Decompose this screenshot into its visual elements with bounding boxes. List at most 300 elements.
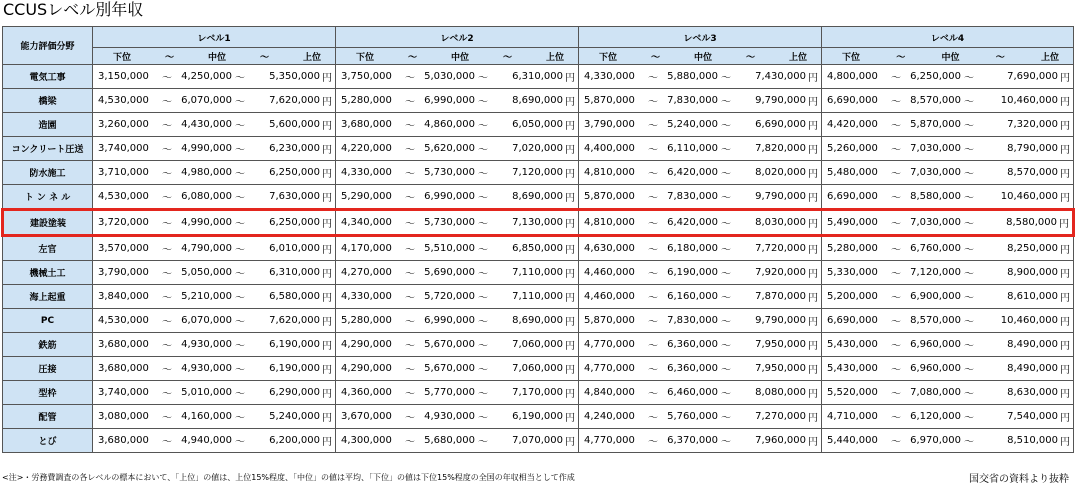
level-cell [336,161,579,185]
field-name: 電気工事 [3,65,93,89]
level-cell [822,236,1074,261]
yen-unit: 円 [808,219,818,230]
range-tilde: 〜 [478,437,488,448]
high-value: 9,790,000 [755,191,806,202]
level-cell [579,309,822,333]
range-tilde: 〜 [478,193,488,204]
range-tilde: 〜 [405,245,415,256]
range-tilde: 〜 [648,269,658,280]
range-tilde: 〜 [721,317,731,328]
high-value: 7,870,000 [755,291,806,302]
range-tilde: 〜 [162,437,172,448]
range-tilde: 〜 [235,145,245,156]
level-header: レベル2 [336,27,579,48]
level-cell [336,89,579,113]
mid-value: 4,940,000 [181,435,232,446]
yen-unit: 円 [565,389,575,400]
sub-header-high: 上位 [545,52,564,63]
range-tilde: 〜 [162,73,172,84]
yen-unit: 円 [808,293,818,304]
sub-header-tilde: 〜 [164,52,174,63]
level-cell [579,285,822,309]
high-value: 8,490,000 [1007,339,1058,350]
yen-unit: 円 [322,121,332,132]
yen-unit: 円 [322,245,332,256]
level-cell [93,65,336,89]
yen-unit: 円 [1060,73,1070,84]
yen-unit: 円 [808,121,818,132]
high-value: 6,200,000 [269,435,320,446]
range-tilde: 〜 [405,73,415,84]
mid-value: 4,860,000 [424,119,475,130]
range-tilde: 〜 [405,317,415,328]
high-value: 7,120,000 [512,167,563,178]
range-tilde: 〜 [405,365,415,376]
level-cell [579,161,822,185]
mid-value: 6,760,000 [910,243,961,254]
sub-header-tilde: 〜 [995,52,1005,63]
yen-unit: 円 [1060,145,1070,156]
level-cell [93,161,336,185]
low-value: 3,740,000 [98,143,149,154]
mid-value: 5,690,000 [424,267,475,278]
level-cell [336,236,579,261]
mid-value: 6,160,000 [667,291,718,302]
low-value: 3,080,000 [98,411,149,422]
range-tilde: 〜 [162,413,172,424]
mid-value: 4,250,000 [181,71,232,82]
field-name: ト ン ネ ル [3,185,93,210]
yen-unit: 円 [1060,293,1070,304]
high-value: 6,250,000 [269,217,320,228]
range-tilde: 〜 [964,437,974,448]
mid-value: 5,770,000 [424,387,475,398]
low-value: 6,690,000 [827,191,878,202]
low-value: 4,330,000 [584,71,635,82]
range-tilde: 〜 [405,121,415,132]
low-value: 4,840,000 [584,387,635,398]
yen-unit: 円 [808,341,818,352]
low-value: 5,870,000 [584,315,635,326]
sub-header-tilde: 〜 [502,52,512,63]
footnote: <注>・労務費調査の各レベルの標本において、「上位」の値は、上位15%程度、「中位」の値は平均、「下位」の値は下位15%程度の全国の年収相当として作成 [2,473,575,482]
field-name: 海上起重 [3,285,93,309]
range-tilde: 〜 [721,245,731,256]
range-tilde: 〜 [235,169,245,180]
low-value: 5,200,000 [827,291,878,302]
field-name: 左官 [3,236,93,261]
range-tilde: 〜 [891,413,901,424]
low-value: 4,340,000 [341,217,392,228]
yen-unit: 円 [808,245,818,256]
low-value: 3,840,000 [98,291,149,302]
low-value: 4,360,000 [341,387,392,398]
level-cell [579,429,822,453]
mid-value: 5,760,000 [667,411,718,422]
level-cell [336,113,579,137]
range-tilde: 〜 [162,389,172,400]
range-tilde: 〜 [235,219,245,230]
high-value: 7,950,000 [755,339,806,350]
level-cell [822,285,1074,309]
yen-unit: 円 [808,169,818,180]
yen-unit: 円 [322,317,332,328]
range-tilde: 〜 [964,413,974,424]
range-tilde: 〜 [235,365,245,376]
sub-header-tilde: 〜 [407,52,417,63]
low-value: 3,710,000 [98,167,149,178]
range-tilde: 〜 [964,145,974,156]
field-name: とび [3,429,93,453]
mid-value: 6,960,000 [910,363,961,374]
yen-unit: 円 [565,219,575,230]
mid-value: 7,030,000 [910,217,961,228]
low-value: 5,290,000 [341,191,392,202]
yen-unit: 円 [322,389,332,400]
yen-unit: 円 [322,97,332,108]
range-tilde: 〜 [964,269,974,280]
table-row [3,89,1074,113]
range-tilde: 〜 [964,341,974,352]
yen-unit: 円 [1060,341,1070,352]
low-value: 4,530,000 [98,315,149,326]
sub-header-mid: 中位 [693,52,712,63]
yen-unit: 円 [322,219,332,230]
low-value: 5,870,000 [584,95,635,106]
level-cell [93,405,336,429]
range-tilde: 〜 [478,121,488,132]
range-tilde: 〜 [721,169,731,180]
low-value: 4,530,000 [98,191,149,202]
mid-value: 5,670,000 [424,339,475,350]
low-value: 4,300,000 [341,435,392,446]
mid-value: 6,070,000 [181,315,232,326]
mid-value: 5,870,000 [910,119,961,130]
low-value: 3,740,000 [98,387,149,398]
yen-unit: 円 [322,193,332,204]
level-cell [579,333,822,357]
high-value: 7,130,000 [512,217,563,228]
range-tilde: 〜 [964,245,974,256]
range-tilde: 〜 [891,389,901,400]
range-tilde: 〜 [891,145,901,156]
corner-header: 能力評価分野 [3,27,93,65]
range-tilde: 〜 [964,365,974,376]
field-name: 配管 [3,405,93,429]
range-tilde: 〜 [891,245,901,256]
level-cell [579,185,822,210]
mid-value: 6,900,000 [910,291,961,302]
mid-value: 6,120,000 [910,411,961,422]
mid-value: 4,930,000 [181,363,232,374]
source-credit: 国交省の資料より抜粋 [969,474,1069,485]
level-cell [93,89,336,113]
level-header: レベル4 [822,27,1074,48]
mid-value: 6,420,000 [667,217,718,228]
sub-header-mid: 中位 [941,52,960,63]
level-cell [822,89,1074,113]
high-value: 7,060,000 [512,363,563,374]
level-cell [336,65,579,89]
sub-header-low: 下位 [842,52,861,63]
low-value: 5,430,000 [827,339,878,350]
yen-unit: 円 [565,145,575,156]
mid-value: 6,990,000 [424,191,475,202]
high-value: 10,460,000 [1000,95,1058,106]
sub-header-mid: 中位 [450,52,469,63]
yen-unit: 円 [322,73,332,84]
mid-value: 7,120,000 [910,267,961,278]
high-value: 7,620,000 [269,95,320,106]
high-value: 5,600,000 [269,119,320,130]
range-tilde: 〜 [162,219,172,230]
high-value: 6,310,000 [269,267,320,278]
high-value: 8,490,000 [1007,363,1058,374]
level-cell [336,405,579,429]
range-tilde: 〜 [235,193,245,204]
range-tilde: 〜 [721,389,731,400]
mid-value: 5,730,000 [424,167,475,178]
range-tilde: 〜 [648,413,658,424]
mid-value: 7,830,000 [667,191,718,202]
low-value: 5,520,000 [827,387,878,398]
yen-unit: 円 [808,413,818,424]
table-row [3,309,1074,333]
range-tilde: 〜 [235,341,245,352]
yen-unit: 円 [1060,245,1070,256]
yen-unit: 円 [322,413,332,424]
range-tilde: 〜 [721,437,731,448]
table-row [3,210,1074,236]
low-value: 5,430,000 [827,363,878,374]
high-value: 8,610,000 [1007,291,1058,302]
high-value: 6,050,000 [512,119,563,130]
sub-header [822,48,1074,65]
range-tilde: 〜 [891,365,901,376]
range-tilde: 〜 [478,73,488,84]
level-cell [93,333,336,357]
range-tilde: 〜 [235,317,245,328]
low-value: 4,220,000 [341,143,392,154]
level-cell [579,381,822,405]
range-tilde: 〜 [648,341,658,352]
sub-header [336,48,579,65]
level-cell [822,210,1074,236]
field-name: 防水施工 [3,161,93,185]
yen-unit: 円 [808,389,818,400]
mid-value: 6,420,000 [667,167,718,178]
range-tilde: 〜 [162,341,172,352]
yen-unit: 円 [808,193,818,204]
level-cell [336,137,579,161]
yen-unit: 円 [808,145,818,156]
yen-unit: 円 [565,121,575,132]
range-tilde: 〜 [648,219,658,230]
yen-unit: 円 [808,365,818,376]
level-cell [336,357,579,381]
range-tilde: 〜 [648,365,658,376]
high-value: 7,690,000 [1007,71,1058,82]
range-tilde: 〜 [964,193,974,204]
high-value: 8,790,000 [1007,143,1058,154]
mid-value: 6,360,000 [667,363,718,374]
mid-value: 6,990,000 [424,315,475,326]
high-value: 6,230,000 [269,143,320,154]
low-value: 5,280,000 [341,95,392,106]
sub-header-tilde: 〜 [650,52,660,63]
yen-unit: 円 [565,169,575,180]
range-tilde: 〜 [721,365,731,376]
low-value: 4,330,000 [341,291,392,302]
range-tilde: 〜 [721,73,731,84]
yen-unit: 円 [565,293,575,304]
range-tilde: 〜 [648,245,658,256]
level-cell [579,210,822,236]
field-name: 機械土工 [3,261,93,285]
yen-unit: 円 [565,413,575,424]
yen-unit: 円 [1060,437,1070,448]
table-row [3,65,1074,89]
level-cell [93,357,336,381]
range-tilde: 〜 [405,169,415,180]
high-value: 8,580,000 [1006,217,1057,228]
level-cell [93,285,336,309]
range-tilde: 〜 [405,389,415,400]
level-cell [336,381,579,405]
yen-unit: 円 [1060,413,1070,424]
range-tilde: 〜 [891,437,901,448]
high-value: 10,460,000 [1000,315,1058,326]
range-tilde: 〜 [891,121,901,132]
range-tilde: 〜 [405,219,415,230]
mid-value: 6,460,000 [667,387,718,398]
low-value: 5,280,000 [827,243,878,254]
mid-value: 5,030,000 [424,71,475,82]
range-tilde: 〜 [162,193,172,204]
mid-value: 6,250,000 [910,71,961,82]
low-value: 3,790,000 [584,119,635,130]
table-row [3,161,1074,185]
high-value: 7,060,000 [512,339,563,350]
low-value: 3,720,000 [98,217,149,228]
table-row [3,285,1074,309]
range-tilde: 〜 [721,219,731,230]
range-tilde: 〜 [478,145,488,156]
range-tilde: 〜 [405,293,415,304]
mid-value: 5,010,000 [181,387,232,398]
range-tilde: 〜 [964,219,974,230]
high-value: 7,110,000 [512,267,563,278]
low-value: 6,690,000 [827,315,878,326]
table-row [3,137,1074,161]
mid-value: 7,080,000 [910,387,961,398]
mid-value: 7,830,000 [667,95,718,106]
mid-value: 5,720,000 [424,291,475,302]
range-tilde: 〜 [648,73,658,84]
yen-unit: 円 [322,341,332,352]
range-tilde: 〜 [964,169,974,180]
low-value: 5,490,000 [827,217,878,228]
high-value: 8,510,000 [1007,435,1058,446]
mid-value: 6,070,000 [181,95,232,106]
low-value: 4,770,000 [584,363,635,374]
level-cell [93,210,336,236]
low-value: 3,790,000 [98,267,149,278]
high-value: 6,190,000 [269,363,320,374]
range-tilde: 〜 [478,389,488,400]
yen-unit: 円 [1060,97,1070,108]
high-value: 8,020,000 [755,167,806,178]
range-tilde: 〜 [162,121,172,132]
range-tilde: 〜 [405,437,415,448]
low-value: 4,290,000 [341,363,392,374]
high-value: 8,630,000 [1007,387,1058,398]
low-value: 3,260,000 [98,119,149,130]
mid-value: 6,370,000 [667,435,718,446]
yen-unit: 円 [322,293,332,304]
sub-header-high: 上位 [1040,52,1059,63]
low-value: 4,460,000 [584,267,635,278]
high-value: 9,790,000 [755,315,806,326]
low-value: 4,530,000 [98,95,149,106]
low-value: 3,150,000 [98,71,149,82]
mid-value: 4,430,000 [181,119,232,130]
mid-value: 6,110,000 [667,143,718,154]
low-value: 4,770,000 [584,339,635,350]
high-value: 8,690,000 [512,191,563,202]
level-cell [93,185,336,210]
range-tilde: 〜 [162,269,172,280]
mid-value: 5,240,000 [667,119,718,130]
range-tilde: 〜 [235,389,245,400]
low-value: 5,330,000 [827,267,878,278]
yen-unit: 円 [322,437,332,448]
low-value: 4,330,000 [341,167,392,178]
yen-unit: 円 [565,365,575,376]
mid-value: 6,360,000 [667,339,718,350]
high-value: 7,070,000 [512,435,563,446]
range-tilde: 〜 [964,73,974,84]
high-value: 7,270,000 [755,411,806,422]
yen-unit: 円 [565,193,575,204]
low-value: 4,810,000 [584,167,635,178]
range-tilde: 〜 [478,219,488,230]
high-value: 7,960,000 [755,435,806,446]
mid-value: 7,030,000 [910,167,961,178]
table-row [3,185,1074,210]
range-tilde: 〜 [891,193,901,204]
table-row [3,357,1074,381]
field-name: 造園 [3,113,93,137]
mid-value: 5,670,000 [424,363,475,374]
high-value: 7,020,000 [512,143,563,154]
sub-header [93,48,336,65]
low-value: 5,260,000 [827,143,878,154]
field-name: 型枠 [3,381,93,405]
range-tilde: 〜 [162,145,172,156]
mid-value: 5,880,000 [667,71,718,82]
range-tilde: 〜 [891,269,901,280]
high-value: 6,850,000 [512,243,563,254]
level-cell [822,113,1074,137]
mid-value: 7,830,000 [667,315,718,326]
high-value: 6,290,000 [269,387,320,398]
low-value: 5,870,000 [584,191,635,202]
mid-value: 6,080,000 [181,191,232,202]
yen-unit: 円 [1060,193,1070,204]
low-value: 5,280,000 [341,315,392,326]
high-value: 7,170,000 [512,387,563,398]
